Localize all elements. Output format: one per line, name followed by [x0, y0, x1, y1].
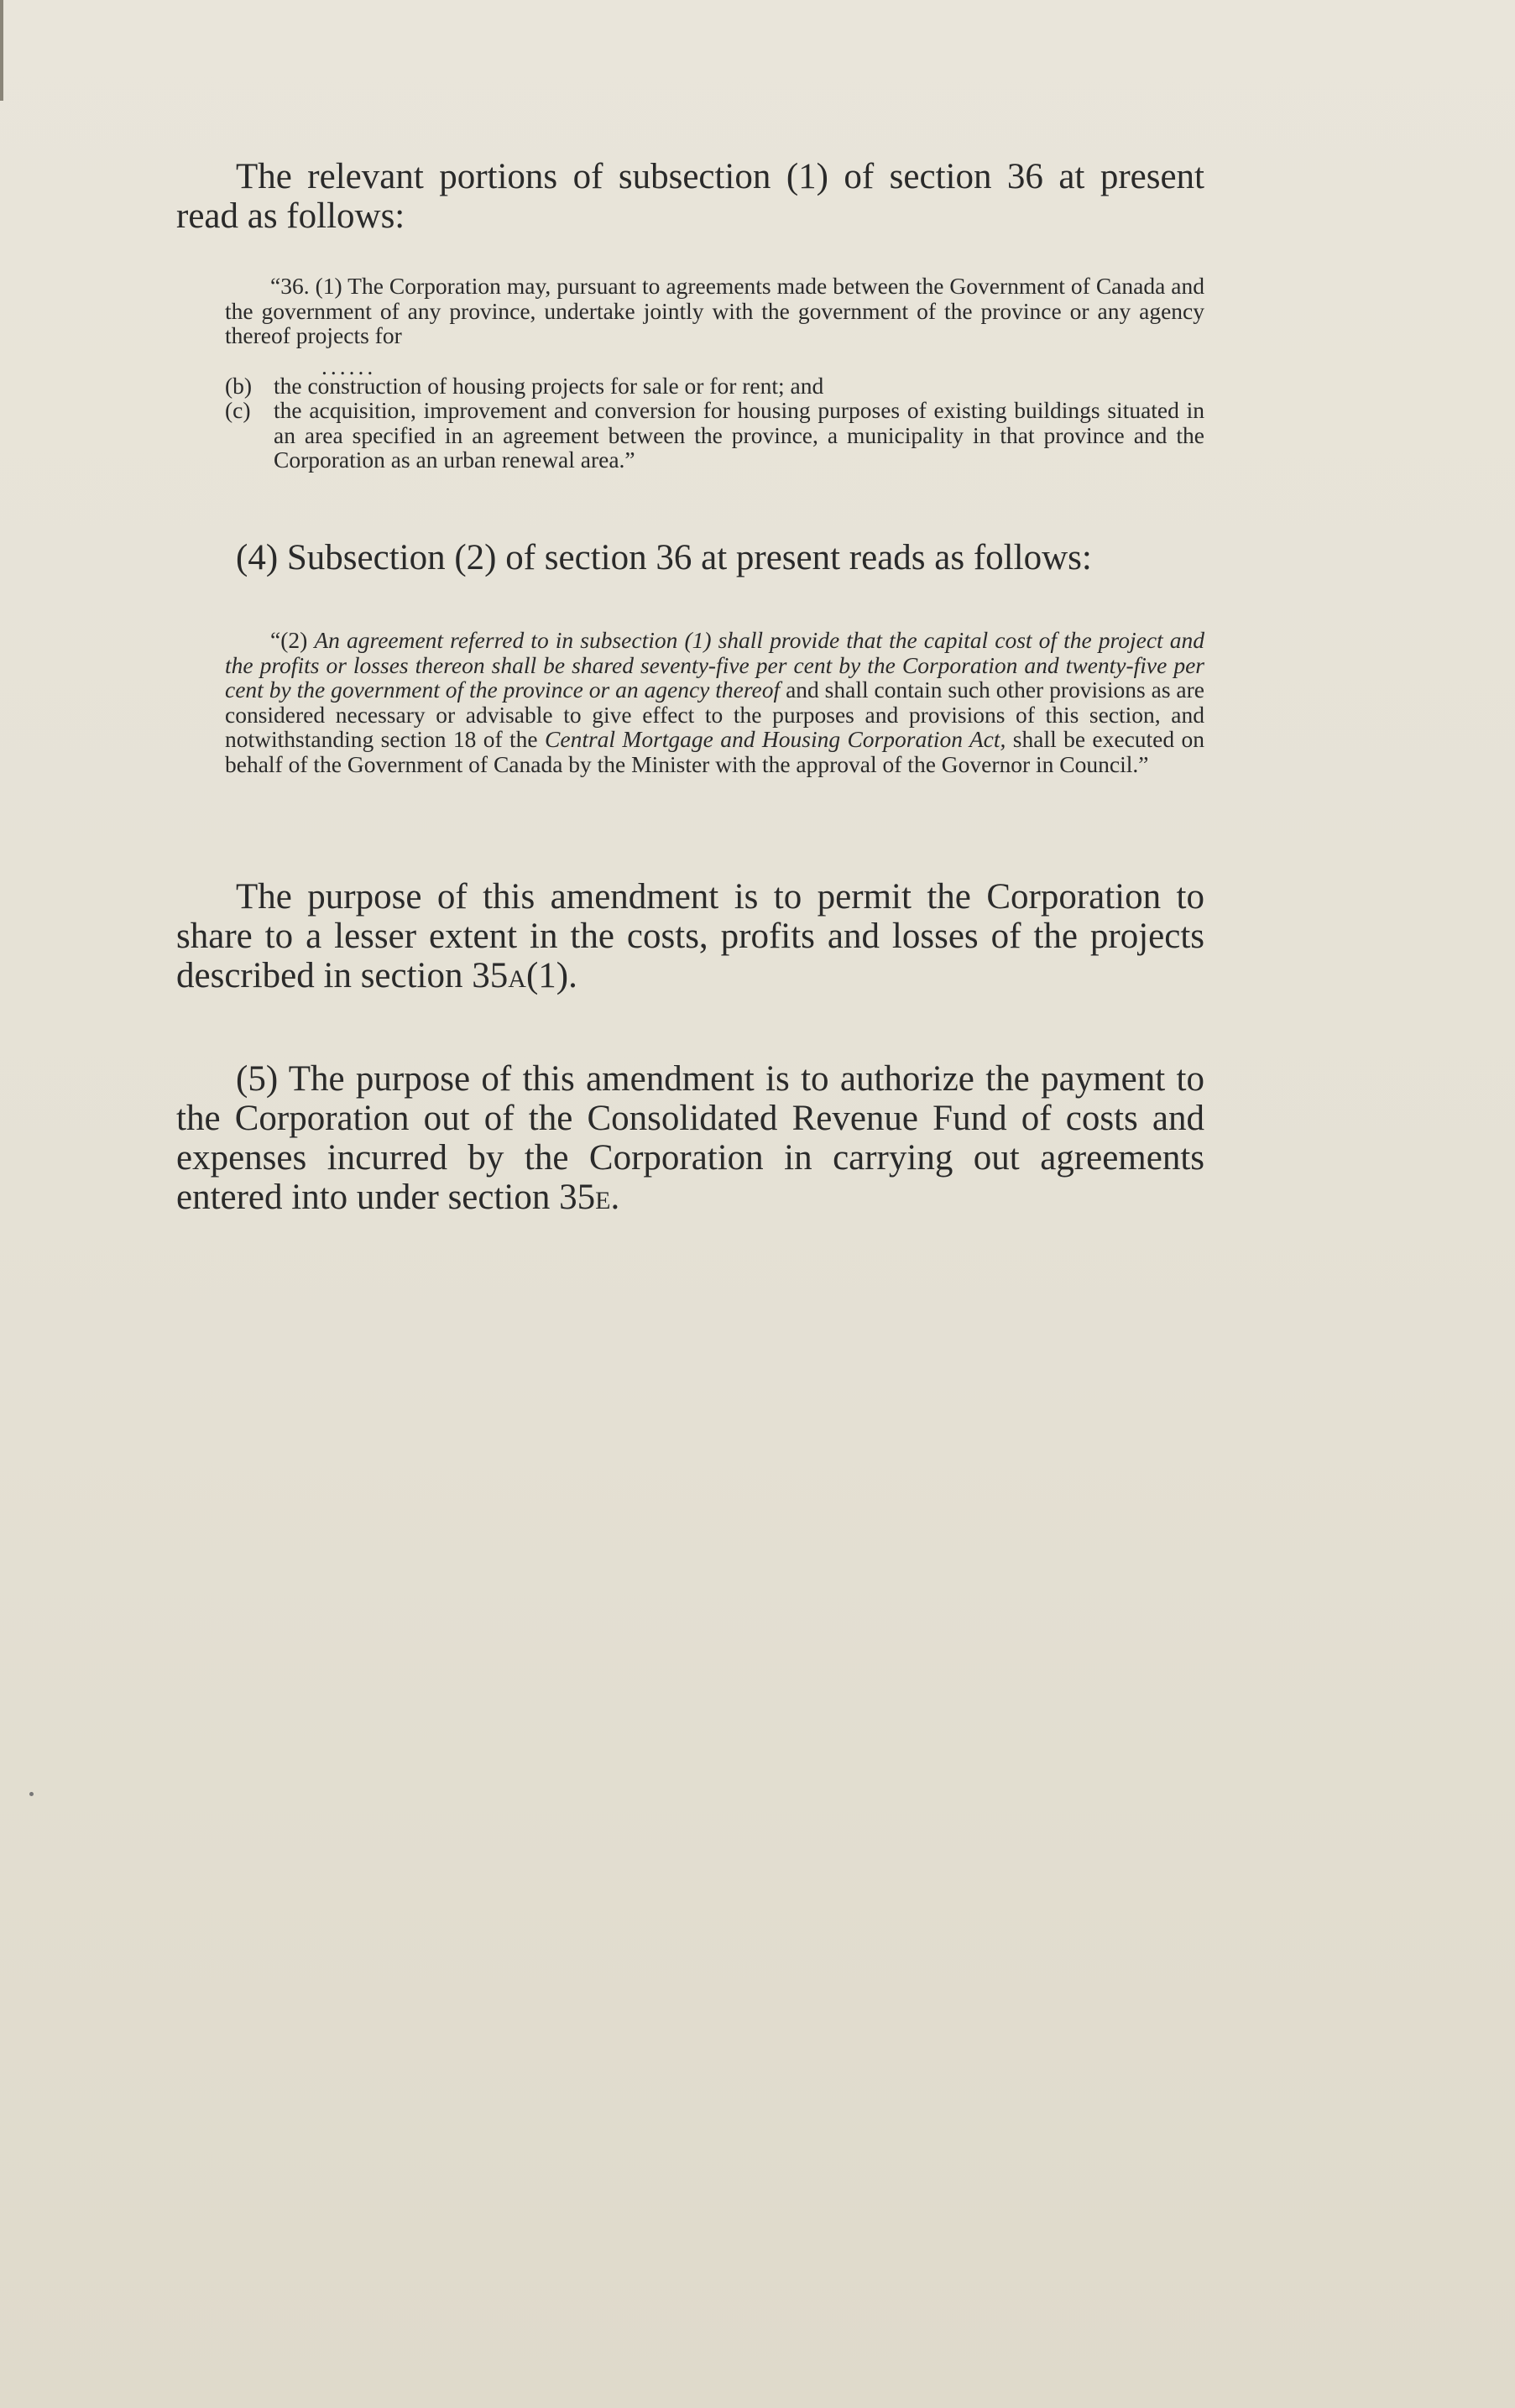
section-36-intro — [176, 157, 1204, 236]
quote-2-plain-1: and shall contain such other provisions as are considered necessary or advisable to give effect to the purposes and provisions of this section, and notwithstanding section 18 of the — [225, 676, 1204, 752]
purpose-1-tail: (1). — [525, 956, 577, 995]
purpose-5-body: (5) The purpose of this amendment is to authorize the payment to the Corporation out of the Consolidated Revenue Fund of costs and expenses incurred by the Corporation in carrying out agreements entered into under section 35 — [176, 1059, 1204, 1217]
item-text: the construction of housing projects for sale or for rent; and — [274, 372, 824, 399]
stray-ink-mark — [29, 1792, 34, 1796]
quote-intro: “36. (1) The Corporation may, pursuant to agreements made between the Government of Canada and the government of any province, undertake jointly with the government of the province or any agency thereof projects for — [225, 273, 1204, 348]
subsection-4-text: (4) Subsection (2) of section 36 at present reads as follows: — [236, 538, 1092, 577]
purpose-text-1 — [176, 877, 1204, 995]
quote-2-text — [225, 628, 1204, 776]
quote-section-36-2 — [176, 628, 1204, 776]
quote-item-c — [225, 398, 1204, 473]
purpose-5-smallcap: e — [595, 1178, 611, 1217]
purpose-paragraph-5 — [176, 1059, 1204, 1217]
section-4-paragraph — [176, 538, 1204, 577]
quote-2-italic-2: Central Mortgage and Housing Corporation Act, — [545, 726, 1006, 752]
intro-paragraph: The relevant portions of subsection (1) of section 36 at present read as follows: — [176, 157, 1204, 236]
quote-section-36-1 — [176, 274, 1204, 473]
purpose-1-smallcap: a — [508, 956, 526, 995]
quote-2-italic-1: An agreement referred to in subsection (1) shall provide that the capital cost of the project and the profits or losses thereon shall be shared seventy-five per cent by the Corporation and twenty-five per cent by the government of the province or an agency thereof — [225, 627, 1204, 703]
page-edge-shadow — [0, 0, 3, 101]
item-text: the acquisition, improvement and conversion for housing purposes of existing buildings situated in an area specified in an agreement between the province, a municipality in that province and the Corporation as an urban renewal area.” — [274, 397, 1204, 473]
quote-item-b — [225, 373, 1204, 399]
quote-2-plain-2: shall be executed on behalf of the Government of Canada by the Minister with the approval of the Governor in Council.” — [225, 726, 1205, 777]
purpose-1-body: The purpose of this amendment is to permit the Corporation to share to a lesser extent in the costs, profits and losses of the projects described in section 35 — [176, 877, 1204, 995]
purpose-5-tail: . — [610, 1178, 620, 1217]
item-marker: (c) — [225, 397, 251, 423]
item-marker: (b) — [225, 372, 253, 399]
purpose-text-5 — [176, 1059, 1204, 1217]
quote-2-open: “(2) — [270, 627, 308, 653]
purpose-paragraph-1 — [176, 877, 1204, 995]
quote-ellipsis: ...... — [321, 353, 377, 379]
